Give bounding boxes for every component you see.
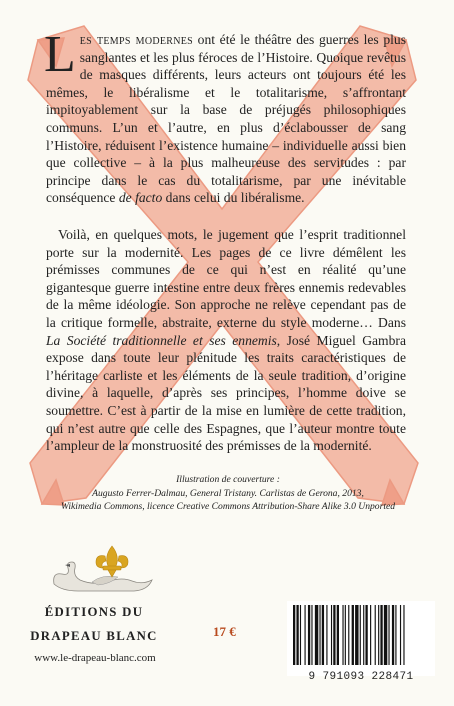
credits-line-license: Wikimedia Commons, licence Creative Commons Attribution-Share Alike 3.0 Unported: [60, 501, 396, 512]
barcode-digits: 9 791093 228471: [308, 671, 414, 683]
intro-text-end: dans celui du libéralisme.: [162, 190, 305, 206]
swan-fleur-de-lis-logo: [48, 544, 158, 594]
barcode-bar: [333, 605, 335, 665]
intro-smallcaps: es temps modernes: [79, 32, 194, 47]
barcode-bar: [326, 605, 327, 665]
barcode-bar: [370, 605, 371, 665]
barcode-bar: [319, 605, 320, 665]
barcode-bar: [363, 605, 364, 665]
credits-line-artist: Augusto Ferrer-Dalmau, General Tristany. Carlistas de Gerona, 2013,: [92, 487, 364, 499]
barcode-bar: [342, 605, 343, 665]
barcode-bar: [300, 605, 301, 665]
barcode-bar: [293, 605, 295, 665]
barcode-bar: [322, 605, 324, 665]
barcode-bar: [337, 605, 339, 665]
body-text-2: , José Miguel Gambra expose dans toute leur plénitude les traits caractéristiques de l’héritage carliste et les éléments de la seule tradition, d’origine divine, à laquelle, d’après ses principes, l’homme doive se soumettre. C’est à partir de la mise en lumière de cette tradition, qui n’est autre que celle des Espagnes, que l’auteur montre toute l’ampleur de la monstruosité des prémisses de la modernité.: [46, 332, 406, 454]
barcode-bar: [352, 605, 354, 665]
barcode-bar: [360, 605, 361, 665]
barcode-bar: [392, 605, 394, 665]
publisher-line-2: DRAPEAU BLANC: [30, 629, 158, 643]
barcode-bar: [388, 605, 389, 665]
book-title: La Société traditionnelle et ses ennemis: [46, 332, 277, 348]
publisher-name: [22, 600, 166, 648]
barcode-bar: [365, 605, 367, 665]
body-text-1: Voilà, en quelques mots, le jugement que l’esprit traditionnel porte sur la modernité. Les pages de ce livre démêlent les prémisses communes de ce qui n’est en réalité qu’une gigantesque guerre intestine entre deux frères ennemis redevables de la même idéologie. Son approche ne relève cependant pas de la critique formelle, abstraite, externe du style moderne… Dans: [46, 227, 406, 330]
barcode-bar: [331, 605, 332, 665]
barcode-bar: [308, 605, 310, 665]
barcode-bar: [395, 605, 396, 665]
barcode-bar: [400, 605, 401, 665]
barcode-bar: [345, 605, 346, 665]
drop-cap: L: [44, 26, 76, 83]
barcode-bar: [378, 605, 379, 665]
barcode-bar: [296, 605, 298, 665]
publisher-line-1: ÉDITIONS DU: [44, 605, 144, 619]
barcode-bar: [380, 605, 382, 665]
isbn-barcode: [287, 601, 435, 676]
publisher-url: www.le-drapeau-blanc.com: [34, 652, 156, 664]
barcode-bar: [305, 605, 306, 665]
price-label: 17 €: [213, 624, 236, 639]
intro-italic: de facto: [118, 190, 163, 206]
barcode-bar: [384, 605, 387, 665]
intro-paragraph: [44, 26, 406, 207]
barcode-bar: [311, 605, 312, 665]
barcode-bar: [348, 605, 349, 665]
body-paragraph: [46, 226, 406, 455]
barcode-bar: [315, 605, 318, 665]
barcode-bar: [403, 605, 404, 665]
credits-heading: Illustration de couverture :: [176, 474, 280, 485]
cover-credits: [50, 473, 406, 514]
barcode-bar: [355, 605, 358, 665]
intro-text: ont été le théâtre des guerres les plus sanglantes et les plus féroces de l’Histoire. Quoique revêtus de masques différents, leurs acteurs ont toujours été les mêmes, le libéralisme et le totalitarisme, s’affrontant impitoyablement sur la base de préjugés philosophiques communs. L’un et l’autre, en plus d’éclabousser de sang l’Histoire, réduisent l’existence humaine – individuelle aussi bien que collective – à la plus malheureuse des servitudes : par principe dans le cas du totalitarisme, par une inévitable conséquence: [46, 32, 406, 206]
barcode-bar: [375, 605, 376, 665]
